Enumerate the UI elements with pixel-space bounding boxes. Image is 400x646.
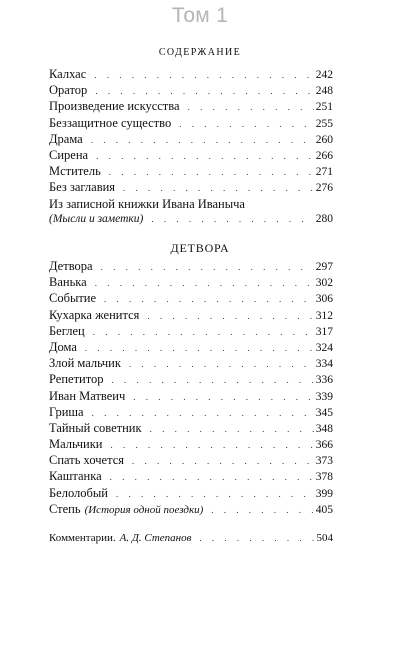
dot-leader <box>150 424 314 434</box>
toc-entry-page: 405 <box>315 503 333 516</box>
toc-entry <box>49 164 333 180</box>
dot-leader <box>94 70 314 80</box>
toc-entry-title: Беглец <box>49 323 85 338</box>
toc-entry-title: Репетитор <box>49 372 104 387</box>
toc-entry <box>49 502 333 518</box>
toc-entry-page: 242 <box>315 69 333 81</box>
dot-leader <box>132 456 314 466</box>
dot-leader <box>111 440 314 450</box>
dot-leader <box>199 533 314 543</box>
toc-entry <box>49 308 333 324</box>
toc-entry <box>49 259 333 275</box>
dot-leader <box>116 489 314 499</box>
toc-entry-page: 248 <box>315 85 333 98</box>
toc-entry-title: Дома <box>49 339 77 354</box>
dot-leader <box>147 311 313 321</box>
toc-entry-title: Тайный советник <box>49 420 142 435</box>
toc-entry-author: А. Д. Степанов <box>119 532 192 544</box>
dot-leader <box>95 86 313 96</box>
toc-entry-title: Без заглавия <box>49 180 116 195</box>
toc-entry-title: Степь <box>49 501 81 516</box>
toc-entry <box>49 453 333 469</box>
toc-entry-page: 336 <box>315 374 333 387</box>
toc-entry-commentary <box>49 532 333 548</box>
toc-entry-title: Драма <box>49 131 83 146</box>
toc-list-main <box>49 67 333 230</box>
toc-entry <box>49 421 333 437</box>
toc-entry <box>49 486 333 502</box>
dot-leader <box>133 392 313 402</box>
toc-entry <box>49 324 333 340</box>
toc-entry-title: Спать хочется <box>49 453 124 468</box>
dot-leader <box>96 151 314 161</box>
dot-leader <box>92 408 314 418</box>
toc-list-detvora <box>49 259 333 518</box>
toc-entry-page: 260 <box>315 133 333 146</box>
dot-leader <box>188 102 314 112</box>
toc-entry <box>49 99 333 115</box>
toc-entry-page: 366 <box>315 439 333 452</box>
toc-entry-page: 255 <box>315 117 333 130</box>
toc-entry-title: Калхас <box>49 67 87 81</box>
toc-entry-page: 504 <box>316 532 333 544</box>
toc-entry <box>49 83 333 99</box>
toc-list-commentary <box>49 532 333 548</box>
dot-leader <box>91 135 314 145</box>
dot-leader <box>101 262 314 272</box>
dot-leader <box>85 343 314 353</box>
dot-leader <box>123 183 314 193</box>
toc-entry <box>49 340 333 356</box>
toc-entry <box>49 197 333 230</box>
toc-entry-page: 280 <box>315 212 333 225</box>
toc-entry-subtitle: (Мысли и заметки) <box>49 212 144 225</box>
dot-leader <box>179 119 314 129</box>
toc-entry-title: Ванька <box>49 275 87 290</box>
toc-entry-title: Оратор <box>49 83 88 98</box>
toc-entry-page: 345 <box>315 406 333 419</box>
toc-entry-page: 297 <box>315 261 333 273</box>
toc-entry-title: Мальчики <box>49 437 103 452</box>
toc-entry <box>49 116 333 132</box>
dot-leader <box>129 359 314 369</box>
toc-entry-page: 378 <box>315 471 333 484</box>
toc-entry <box>49 67 333 83</box>
toc-entry-page: 276 <box>315 182 333 195</box>
toc-entry-page: 266 <box>315 149 333 162</box>
dot-leader <box>95 278 314 288</box>
toc-entry <box>49 372 333 388</box>
volume-title: Том 1 <box>171 4 229 27</box>
dot-leader <box>211 505 313 515</box>
toc-entry-title: Кухарка женится <box>49 307 140 322</box>
toc-entry-second-line <box>49 213 333 225</box>
toc-entry <box>49 389 333 405</box>
toc-entry <box>49 437 333 453</box>
toc-entry-title: Произведение искусства <box>49 99 180 114</box>
toc-entry-page: 317 <box>315 325 333 338</box>
toc-entry-title: Комментарии. <box>49 532 116 544</box>
section-heading-detvora: ДЕТВОРА <box>170 241 230 255</box>
dot-leader <box>109 167 314 177</box>
toc-entry-title: Каштанка <box>49 469 102 484</box>
toc-entry-title: Из записной книжки Ивана Иваныча <box>49 196 245 211</box>
toc-entry-page: 339 <box>315 390 333 403</box>
toc-entry-subtitle: (История одной поездки) <box>84 503 204 516</box>
toc-entry <box>49 148 333 164</box>
toc-entry-title: Иван Матвеич <box>49 388 126 403</box>
toc-entry-title: Детвора <box>49 259 93 273</box>
toc-entry-title: Беззащитное существо <box>49 115 172 130</box>
toc-entry-title: Событие <box>49 291 97 306</box>
toc-entry-page: 312 <box>315 309 333 322</box>
toc-entry-page: 334 <box>315 358 333 371</box>
contents-heading: СОДЕРЖАНИЕ <box>158 47 242 58</box>
toc-entry-page: 271 <box>315 166 333 179</box>
toc-entry-title: Сирена <box>49 147 89 162</box>
toc-entry-page: 306 <box>315 293 333 306</box>
toc-entry-page: 373 <box>315 455 333 468</box>
dot-leader <box>112 375 314 385</box>
toc-entry <box>49 469 333 485</box>
toc-entry <box>49 356 333 372</box>
toc-entry <box>49 132 333 148</box>
toc-entry-title: Злой мальчик <box>49 356 121 371</box>
toc-entry <box>49 275 333 291</box>
dot-leader <box>93 327 314 337</box>
toc-entry-title: Мститель <box>49 164 101 179</box>
toc-entry-page: 399 <box>315 487 333 500</box>
toc-entry <box>49 180 333 196</box>
toc-entry-page: 251 <box>315 101 333 114</box>
toc-entry <box>49 291 333 307</box>
dot-leader <box>151 214 313 224</box>
dot-leader <box>110 472 314 482</box>
toc-entry-page: 324 <box>315 341 333 354</box>
toc-entry-page: 302 <box>315 277 333 290</box>
toc-entry-title: Гриша <box>49 404 84 419</box>
toc-entry-page: 348 <box>315 422 333 435</box>
toc-entry <box>49 405 333 421</box>
toc-entry-title: Белолобый <box>49 485 108 500</box>
dot-leader <box>104 294 314 304</box>
